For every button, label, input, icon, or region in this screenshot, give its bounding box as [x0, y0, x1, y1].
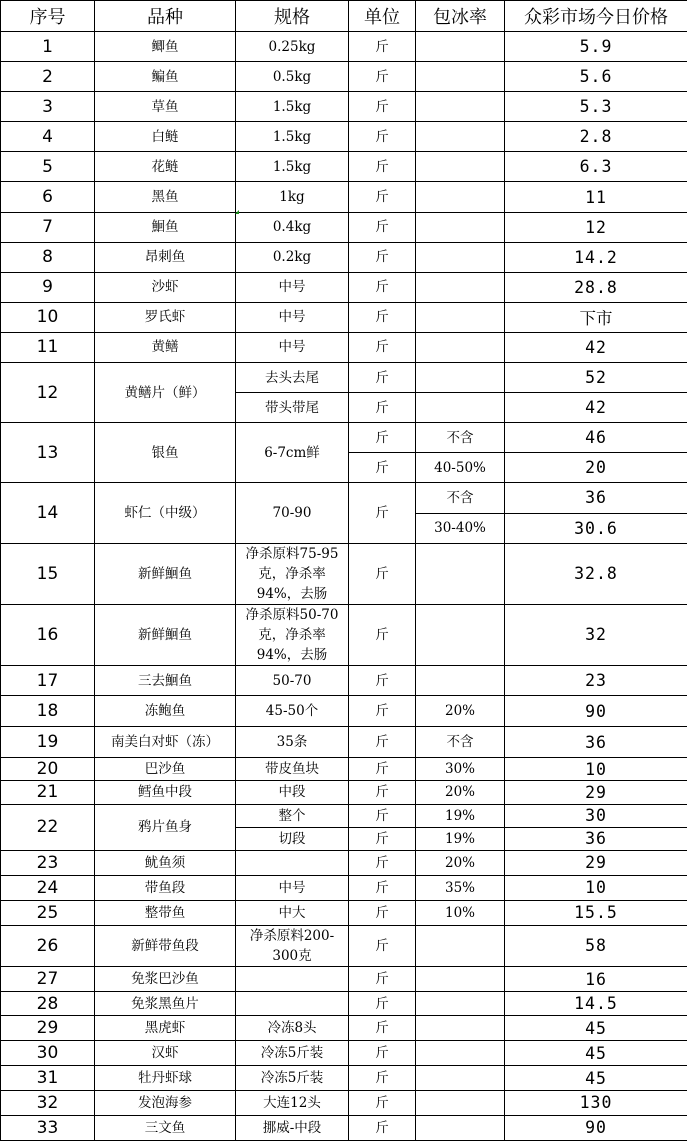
row-number: 24 [1, 875, 95, 900]
spec-line: 94%，去肠 [256, 585, 328, 602]
price-cell: 2.8 [505, 122, 687, 152]
unit-cell: 斤 [349, 992, 416, 1016]
price-cell: 5.3 [505, 92, 687, 122]
spec-cell: 1kg [236, 182, 349, 212]
unit-cell: 斤 [349, 453, 416, 483]
item-name: 黄鳝片（鲜） [95, 363, 236, 423]
spec-cell: 挪威-中段 [236, 1115, 349, 1141]
ice-rate-cell [416, 992, 505, 1016]
item-name: 白鲢 [95, 122, 236, 152]
spec-cell [236, 604, 349, 665]
ice-rate-cell [416, 242, 505, 272]
table-row [1, 727, 687, 758]
spec-cell: 0.4kg [236, 212, 349, 242]
item-name: 三文鱼 [95, 1115, 236, 1141]
item-name: 发泡海参 [95, 1091, 236, 1115]
header-no: 序号 [1, 1, 95, 32]
table-row [1, 925, 687, 966]
price-cell: 45 [505, 1041, 687, 1066]
ice-rate-cell [416, 967, 505, 992]
spec-cell: 去头去尾 [236, 363, 349, 393]
item-name: 黄鳝 [95, 332, 236, 362]
unit-cell: 斤 [349, 804, 416, 827]
item-name: 冻鲍鱼 [95, 696, 236, 727]
table-row [1, 152, 687, 182]
unit-cell: 斤 [349, 827, 416, 850]
ice-rate-cell [416, 122, 505, 152]
row-number: 4 [1, 122, 95, 152]
row-number: 20 [1, 758, 95, 781]
price-cell: 5.6 [505, 62, 687, 92]
ice-rate-cell: 20% [416, 696, 505, 727]
spec-cell: 1.5kg [236, 122, 349, 152]
row-number: 12 [1, 363, 95, 423]
ice-rate-cell [416, 62, 505, 92]
row-number: 10 [1, 302, 95, 332]
table-row [1, 242, 687, 272]
spec-cell: 35条 [236, 727, 349, 758]
ice-rate-cell [416, 92, 505, 122]
price-cell: 29 [505, 850, 687, 875]
row-number: 9 [1, 272, 95, 302]
ice-rate-cell: 不含 [416, 423, 505, 453]
unit-cell: 斤 [349, 925, 416, 966]
ice-rate-cell [416, 666, 505, 696]
table-row [1, 875, 687, 900]
row-number: 5 [1, 152, 95, 182]
spec-cell: 冷冻5斤装 [236, 1041, 349, 1066]
unit-cell: 斤 [349, 781, 416, 804]
row-number: 16 [1, 604, 95, 665]
spec-cell: 中号 [236, 302, 349, 332]
ice-rate-cell [416, 1041, 505, 1066]
table-row [1, 32, 687, 62]
ice-rate-cell [416, 302, 505, 332]
row-number: 32 [1, 1091, 95, 1115]
item-name: 新鲜带鱼段 [95, 925, 236, 966]
row-number: 31 [1, 1066, 95, 1091]
unit-cell: 斤 [349, 696, 416, 727]
price-cell: 90 [505, 1115, 687, 1141]
table-row [1, 122, 687, 152]
table-row [1, 62, 687, 92]
row-number: 33 [1, 1115, 95, 1141]
spec-cell: 大连12头 [236, 1091, 349, 1115]
unit-cell: 斤 [349, 332, 416, 362]
price-cell: 5.9 [505, 32, 687, 62]
table-row [1, 272, 687, 302]
table-row [1, 967, 687, 992]
unit-cell: 斤 [349, 92, 416, 122]
price-cell: 6.3 [505, 152, 687, 182]
header-name: 品种 [95, 1, 236, 32]
row-number: 14 [1, 483, 95, 543]
item-name: 鱿鱼须 [95, 850, 236, 875]
ice-rate-cell [416, 1091, 505, 1115]
spec-cell: 1.5kg [236, 92, 349, 122]
unit-cell: 斤 [349, 543, 416, 604]
item-name: 鲫鱼 [95, 32, 236, 62]
table-row [1, 850, 687, 875]
row-number: 7 [1, 212, 95, 242]
spec-cell: 6-7cm鲜 [236, 423, 349, 483]
spec-cell: 带皮鱼块 [236, 758, 349, 781]
item-name: 虾仁（中级） [95, 483, 236, 543]
ice-rate-cell [416, 32, 505, 62]
unit-cell: 斤 [349, 900, 416, 925]
item-name: 沙虾 [95, 272, 236, 302]
table-row [1, 302, 687, 332]
ice-rate-cell [416, 1115, 505, 1141]
table-row [1, 1016, 687, 1041]
table-row [1, 92, 687, 122]
row-number: 27 [1, 967, 95, 992]
unit-cell: 斤 [349, 967, 416, 992]
table-row [1, 423, 687, 453]
spec-cell: 0.25kg [236, 32, 349, 62]
table-row [1, 332, 687, 362]
item-name: 鳕鱼中段 [95, 781, 236, 804]
item-name: 昂刺鱼 [95, 242, 236, 272]
price-cell: 52 [505, 363, 687, 393]
price-cell: 36 [505, 727, 687, 758]
spec-line: 300克 [272, 947, 312, 964]
price-cell: 32 [505, 604, 687, 665]
table-row [1, 1041, 687, 1066]
row-number: 30 [1, 1041, 95, 1066]
price-cell: 下市 [505, 302, 687, 332]
row-number: 29 [1, 1016, 95, 1041]
unit-cell: 斤 [349, 393, 416, 423]
row-number: 19 [1, 727, 95, 758]
price-cell: 36 [505, 827, 687, 850]
table-row [1, 804, 687, 827]
ice-rate-cell: 19% [416, 827, 505, 850]
spec-cell: 中号 [236, 272, 349, 302]
price-cell: 58 [505, 925, 687, 966]
ice-rate-cell [416, 363, 505, 393]
header-unit: 单位 [349, 1, 416, 32]
unit-cell: 斤 [349, 666, 416, 696]
spec-cell [236, 992, 349, 1016]
row-number: 13 [1, 423, 95, 483]
unit-cell: 斤 [349, 152, 416, 182]
table-row [1, 781, 687, 804]
spec-line: 克，净杀率 [258, 626, 326, 643]
row-number: 18 [1, 696, 95, 727]
item-name: 牡丹虾球 [95, 1066, 236, 1091]
price-cell: 29 [505, 781, 687, 804]
row-number: 22 [1, 804, 95, 850]
price-cell: 14.2 [505, 242, 687, 272]
price-cell: 45 [505, 1016, 687, 1041]
header-row [1, 1, 687, 32]
ice-rate-cell [416, 543, 505, 604]
row-number: 8 [1, 242, 95, 272]
unit-cell: 斤 [349, 62, 416, 92]
price-cell: 15.5 [505, 900, 687, 925]
ice-rate-cell: 不含 [416, 727, 505, 758]
unit-cell: 斤 [349, 302, 416, 332]
unit-cell: 斤 [349, 1066, 416, 1091]
spec-cell [236, 967, 349, 992]
spec-cell: 0.2kg [236, 242, 349, 272]
spec-cell: 冷冻8头 [236, 1016, 349, 1041]
price-cell: 90 [505, 696, 687, 727]
ice-rate-cell [416, 332, 505, 362]
price-cell: 20 [505, 453, 687, 483]
ice-rate-cell: 35% [416, 875, 505, 900]
table-row [1, 212, 687, 242]
item-name: 罗氏虾 [95, 302, 236, 332]
unit-cell: 斤 [349, 32, 416, 62]
spec-cell: 冷冻5斤装 [236, 1066, 349, 1091]
ice-rate-cell [416, 152, 505, 182]
row-number: 26 [1, 925, 95, 966]
row-number: 11 [1, 332, 95, 362]
unit-cell: 斤 [349, 242, 416, 272]
table-row [1, 1115, 687, 1141]
ice-rate-cell: 19% [416, 804, 505, 827]
unit-cell: 斤 [349, 727, 416, 758]
price-cell: 11 [505, 182, 687, 212]
unit-cell: 斤 [349, 758, 416, 781]
item-name: 新鲜鮰鱼 [95, 543, 236, 604]
unit-cell: 斤 [349, 212, 416, 242]
row-number: 23 [1, 850, 95, 875]
price-cell: 23 [505, 666, 687, 696]
ice-rate-cell: 40-50% [416, 453, 505, 483]
price-cell: 28.8 [505, 272, 687, 302]
row-number: 25 [1, 900, 95, 925]
spec-cell: 整个 [236, 804, 349, 827]
price-cell: 10 [505, 758, 687, 781]
row-number: 17 [1, 666, 95, 696]
unit-cell: 斤 [349, 122, 416, 152]
unit-cell: 斤 [349, 604, 416, 665]
unit-cell: 斤 [349, 875, 416, 900]
price-cell: 46 [505, 423, 687, 453]
price-cell: 12 [505, 212, 687, 242]
spec-cell [236, 850, 349, 875]
table-row [1, 1066, 687, 1091]
spec-cell: 带头带尾 [236, 393, 349, 423]
ice-rate-cell: 20% [416, 781, 505, 804]
ice-rate-cell: 20% [416, 850, 505, 875]
item-name: 银鱼 [95, 423, 236, 483]
table-row [1, 758, 687, 781]
item-name: 汉虾 [95, 1041, 236, 1066]
spec-cell [236, 543, 349, 604]
item-name: 三去鮰鱼 [95, 666, 236, 696]
item-name: 免浆巴沙鱼 [95, 967, 236, 992]
row-number: 21 [1, 781, 95, 804]
unit-cell: 斤 [349, 182, 416, 212]
spec-line: 净杀原料75-95 [245, 545, 339, 562]
unit-cell: 斤 [349, 1041, 416, 1066]
price-cell: 32.8 [505, 543, 687, 604]
spec-line: 净杀原料200- [249, 927, 335, 944]
table-row [1, 900, 687, 925]
unit-cell: 斤 [349, 1115, 416, 1141]
table-row [1, 182, 687, 212]
header-ice: 包冰率 [416, 1, 505, 32]
row-number: 1 [1, 32, 95, 62]
spec-cell: 50-70 [236, 666, 349, 696]
ice-rate-cell: 不含 [416, 483, 505, 513]
ice-rate-cell: 30-40% [416, 513, 505, 543]
table-row [1, 666, 687, 696]
ice-rate-cell [416, 182, 505, 212]
item-name: 草鱼 [95, 92, 236, 122]
table-row [1, 696, 687, 727]
table-row [1, 1091, 687, 1115]
ice-rate-cell [416, 925, 505, 966]
table-body [1, 32, 687, 1141]
spec-cell: 中大 [236, 900, 349, 925]
ice-rate-cell [416, 272, 505, 302]
header-price: 众彩市场今日价格 [505, 1, 687, 32]
spec-line: 净杀原料50-70 [245, 606, 339, 623]
row-number: 2 [1, 62, 95, 92]
ice-rate-cell [416, 212, 505, 242]
spec-cell: 中号 [236, 332, 349, 362]
table-row [1, 992, 687, 1016]
price-cell: 16 [505, 967, 687, 992]
spec-cell: 45-50个 [236, 696, 349, 727]
price-cell: 14.5 [505, 992, 687, 1016]
ice-rate-cell [416, 1016, 505, 1041]
item-name: 巴沙鱼 [95, 758, 236, 781]
unit-cell: 斤 [349, 1091, 416, 1115]
item-name: 南美白对虾（冻） [95, 727, 236, 758]
item-name: 黑鱼 [95, 182, 236, 212]
price-cell: 36 [505, 483, 687, 513]
item-name: 新鲜鮰鱼 [95, 604, 236, 665]
unit-cell: 斤 [349, 1016, 416, 1041]
ice-rate-cell [416, 393, 505, 423]
spec-line: 94%，去肠 [256, 646, 328, 663]
spec-cell: 1.5kg [236, 152, 349, 182]
spec-line: 克，净杀率 [258, 565, 326, 582]
item-name: 免浆黑鱼片 [95, 992, 236, 1016]
row-number: 3 [1, 92, 95, 122]
unit-cell: 斤 [349, 363, 416, 393]
unit-cell: 斤 [349, 850, 416, 875]
spec-cell: 中段 [236, 781, 349, 804]
price-cell: 30 [505, 804, 687, 827]
item-name: 黑虎虾 [95, 1016, 236, 1041]
price-cell: 30.6 [505, 513, 687, 543]
row-number: 28 [1, 992, 95, 1016]
spec-cell: 0.5kg [236, 62, 349, 92]
price-cell: 130 [505, 1091, 687, 1115]
price-cell: 45 [505, 1066, 687, 1091]
table-row [1, 604, 687, 665]
row-number: 6 [1, 182, 95, 212]
price-cell: 10 [505, 875, 687, 900]
item-name: 鳊鱼 [95, 62, 236, 92]
item-name: 鸦片鱼身 [95, 804, 236, 850]
item-name: 带鱼段 [95, 875, 236, 900]
spec-cell: 切段 [236, 827, 349, 850]
unit-cell: 斤 [349, 423, 416, 453]
ice-rate-cell [416, 1066, 505, 1091]
unit-cell: 斤 [349, 272, 416, 302]
price-cell: 42 [505, 332, 687, 362]
item-name: 花鲢 [95, 152, 236, 182]
spec-cell: 70-90 [236, 483, 349, 543]
table-row [1, 483, 687, 513]
table-row [1, 543, 687, 604]
ice-rate-cell: 10% [416, 900, 505, 925]
header-spec: 规格 [236, 1, 349, 32]
row-number: 15 [1, 543, 95, 604]
ice-rate-cell [416, 604, 505, 665]
ice-rate-cell: 30% [416, 758, 505, 781]
spec-cell: 中号 [236, 875, 349, 900]
unit-cell: 斤 [349, 483, 416, 543]
item-name: 整带鱼 [95, 900, 236, 925]
item-name: 鮰鱼 [95, 212, 236, 242]
price-cell: 42 [505, 393, 687, 423]
spec-cell [236, 925, 349, 966]
table-row [1, 363, 687, 393]
